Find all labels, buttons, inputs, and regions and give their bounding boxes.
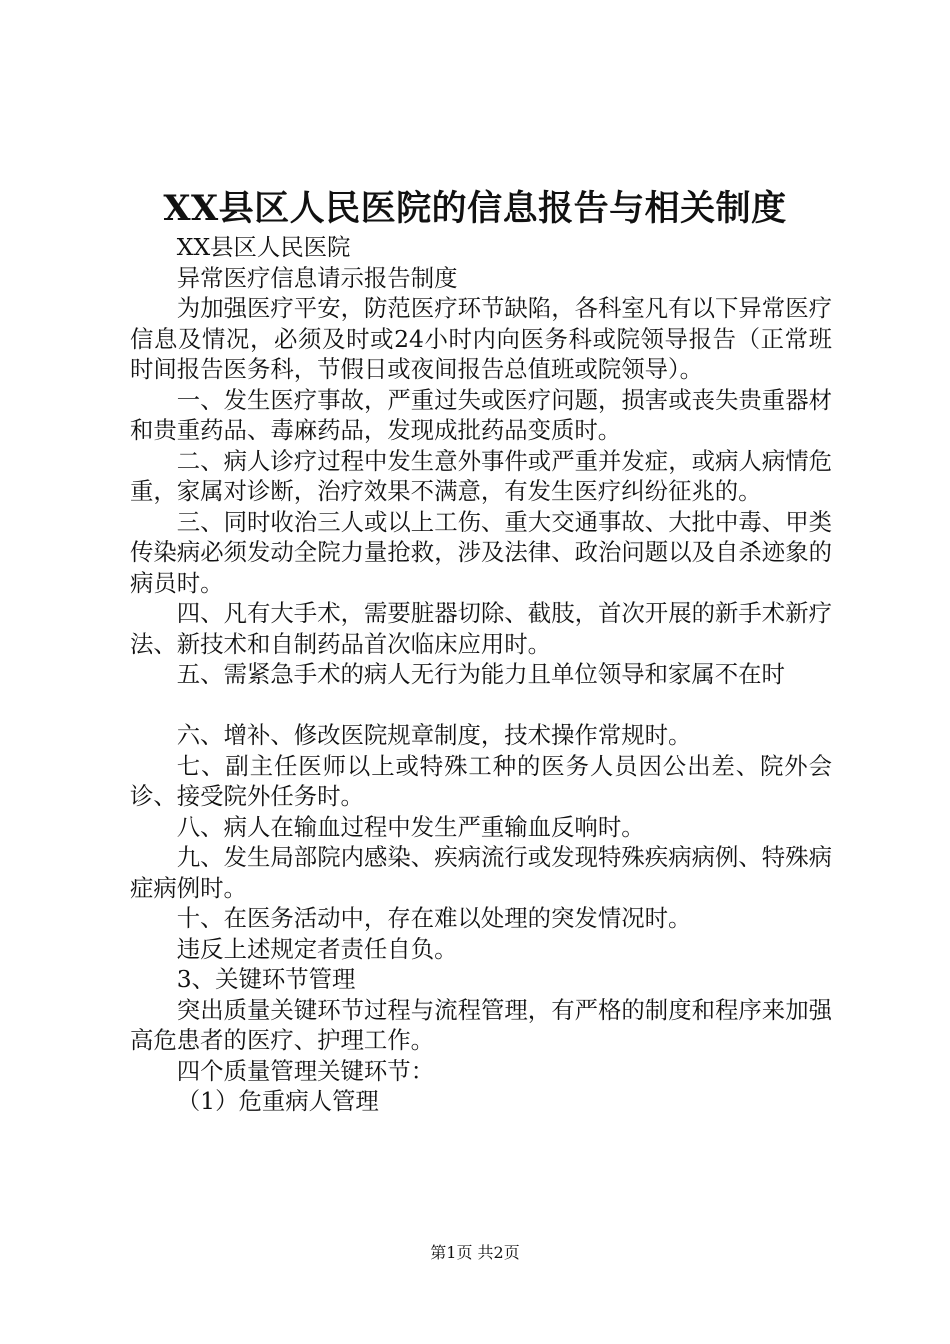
paragraph-item-7: 七、副主任医师以上或特殊工种的医务人员因公出差、院外会诊、接受院外任务时。 bbox=[130, 751, 832, 810]
paragraph-item-8: 八、病人在输血过程中发生严重输血反响时。 bbox=[176, 812, 645, 841]
paragraph-critical-patient: （1）危重病人管理 bbox=[176, 1087, 379, 1115]
paragraph-item-5: 五、需紧急手术的病人无行为能力且单位领导和家属不在时 bbox=[176, 660, 785, 688]
paragraph-item-4: 四、凡有大手术，需要脏器切除、截肢，首次开展的新手术新疗法、新技术和自制药品首次临床应用时。 bbox=[130, 599, 832, 658]
paragraph-item-2: 二、病人诊疗过程中发生意外事件或严重并发症，或病人病情危重，家属对诊断，治疗效果不满意，有发生医疗纠纷征兆的。 bbox=[130, 446, 832, 505]
paragraph-item-9: 九、发生局部院内感染、疾病流行或发现特殊疾病病例、特殊病症病例时。 bbox=[130, 843, 832, 902]
paragraph-item-1: 一、发生医疗事故，严重过失或医疗问题，损害或丧失贵重器材和贵重药品、毒麻药品，发现成批药品变质时。 bbox=[130, 385, 832, 444]
paragraph-section-intro: 突出质量关键环节过程与流程管理，有严格的制度和程序来加强高危患者的医疗、护理工作。 bbox=[130, 995, 832, 1054]
paragraph-system-name: 异常医疗信息请示报告制度 bbox=[176, 263, 458, 292]
paragraph-intro: 为加强医疗平安，防范医疗环节缺陷，各科室凡有以下异常医疗信息及情况，必须及时或24小时内向医务科或院领导报告（正常班时间报告医务科，节假日或夜间报告总值班或院领导）。 bbox=[130, 294, 832, 383]
page-footer: 第1页 共2页 bbox=[430, 1243, 520, 1262]
paragraph-hospital-name: XX县区人民医院 bbox=[176, 233, 351, 261]
paragraph-four-links: 四个质量管理关键环节： bbox=[176, 1056, 435, 1085]
paragraph-item-6: 六、增补、修改医院规章制度，技术操作常规时。 bbox=[176, 721, 692, 749]
paragraph-section-heading: 3、关键环节管理 bbox=[176, 965, 356, 993]
document-body bbox=[130, 232, 832, 1117]
paragraph-item-10: 十、在医务活动中，存在难以处理的突发情况时。 bbox=[176, 904, 692, 932]
paragraph-violation: 违反上述规定者责任自负。 bbox=[176, 934, 458, 963]
document-title: XX县区人民医院的信息报告与相关制度 bbox=[163, 188, 787, 229]
paragraph-item-3: 三、同时收治三人或以上工伤、重大交通事故、大批中毒、甲类传染病必须发动全院力量抢救，涉及法律、政治问题以及自杀迹象的病员时。 bbox=[130, 507, 832, 597]
